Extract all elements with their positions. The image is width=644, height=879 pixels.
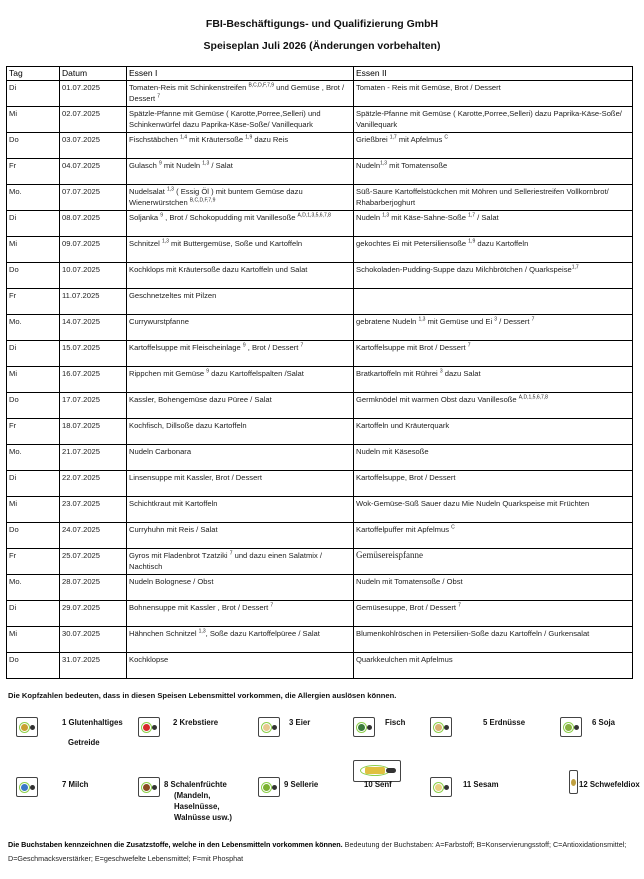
- date-cell: 01.07.2025: [60, 81, 127, 107]
- day-cell: Mi: [7, 237, 60, 263]
- table-row: [7, 601, 633, 627]
- allergen-label: 2 Krebstiere: [173, 718, 219, 727]
- date-cell: 30.07.2025: [60, 627, 127, 653]
- meal-2-cell: Kartoffeln und Kräuterquark: [354, 419, 633, 445]
- allergen-label: 1 Glutenhaltiges: [62, 718, 123, 727]
- crab-icon: [138, 717, 160, 737]
- date-cell: 17.07.2025: [60, 393, 127, 419]
- allergen-label: 3 Eier: [289, 718, 311, 727]
- table-row: [7, 393, 633, 419]
- day-cell: Di: [7, 211, 60, 237]
- mustard-icon: [353, 760, 401, 782]
- day-cell: Mi: [7, 627, 60, 653]
- meal-2-cell: gekochtes Ei mit Petersiliensoße $^{1,9}$ dazu Kartoffeln: [354, 237, 633, 263]
- table-row: [7, 237, 633, 263]
- meal-2-cell: Bratkartoffeln mit Rührei $^3$ dazu Salat: [354, 367, 633, 393]
- meal-2-cell: Nudeln mit Tomatensoße / Obst: [354, 575, 633, 601]
- meal-2-cell: [354, 289, 633, 315]
- day-cell: Do: [7, 523, 60, 549]
- meal-1-cell: Kartoffelsuppe mit Fleischeinlage $^9$ , Brot / Dessert $^7$: [127, 341, 354, 367]
- date-cell: 21.07.2025: [60, 445, 127, 471]
- table-row: [7, 497, 633, 523]
- table-row: [7, 445, 633, 471]
- day-cell: Di: [7, 601, 60, 627]
- table-row: [7, 289, 633, 315]
- meal-1-cell: Fischstäbchen $^{1,4}$ mit Kräutersoße $^{1,9}$ dazu Reis: [127, 133, 354, 159]
- day-cell: Do: [7, 133, 60, 159]
- table-row: [7, 653, 633, 679]
- table-row: [7, 523, 633, 549]
- table-row: [7, 627, 633, 653]
- day-cell: Mo.: [7, 575, 60, 601]
- additive-note-bold: Die Buchstaben kennzeichnen die Zusatzstoffe, welche in den Lebensmitteln vorkommen können.: [8, 840, 343, 849]
- allergen-label-detail: (Mandeln,: [174, 791, 211, 800]
- day-cell: Do: [7, 653, 60, 679]
- meal-1-cell: Kassler, Bohengemüse dazu Püree / Salat: [127, 393, 354, 419]
- meal-1-cell: Schnitzel $^{1,3}$ mit Buttergemüse, Soße und Kartoffeln: [127, 237, 354, 263]
- date-cell: 11.07.2025: [60, 289, 127, 315]
- meal-1-cell: Rippchen mit Gemüse $^9$ dazu Kartoffelspalten /Salat: [127, 367, 354, 393]
- table-row: [7, 575, 633, 601]
- meal-1-cell: Curryhuhn mit Reis / Salat: [127, 523, 354, 549]
- allergen-label: 6 Soja: [592, 718, 615, 727]
- additive-note-rest: Bedeutung der Buchstaben: A=Farbstoff; B=Konservierungsstoff; C=Antioxidationsmittel; D=Geschmacksverstärker; E=geschwefelte Lebensmittel; F=mit Phosphat: [8, 840, 627, 863]
- column-header-datum: Datum: [60, 67, 127, 81]
- table-row: [7, 185, 633, 211]
- allergen-label: 10 Senf: [364, 780, 392, 789]
- grain-icon: [16, 717, 38, 737]
- sesame-icon: [430, 777, 452, 797]
- day-cell: Fr: [7, 419, 60, 445]
- meal-2-cell: Quarkkeulchen mit Apfelmus: [354, 653, 633, 679]
- meal-1-cell: Kochklopse: [127, 653, 354, 679]
- meal-2-cell: Grießbrei $^{1,7}$ mit Apfelmus $^C$: [354, 133, 633, 159]
- celery-icon: [258, 777, 280, 797]
- date-cell: 09.07.2025: [60, 237, 127, 263]
- allergen-label-detail: Getreide: [68, 738, 100, 747]
- meal-1-cell: Schichtkraut mit Kartoffeln: [127, 497, 354, 523]
- milk-icon: [16, 777, 38, 797]
- date-cell: 16.07.2025: [60, 367, 127, 393]
- menu-table-body: [7, 81, 633, 679]
- column-header-essen-1: Essen I: [127, 67, 354, 81]
- table-row: [7, 315, 633, 341]
- table-row: [7, 107, 633, 133]
- meal-2-cell: Blumenkohlröschen in Petersilien-Soße dazu Kartoffeln / Gurkensalat: [354, 627, 633, 653]
- meal-2-cell: Kartoffelsuppe mit Brot / Dessert $^7$: [354, 341, 633, 367]
- date-cell: 02.07.2025: [60, 107, 127, 133]
- nut-icon: [138, 777, 160, 797]
- table-row: [7, 419, 633, 445]
- meal-2-cell: Tomaten - Reis mit Gemüse, Brot / Dessert: [354, 81, 633, 107]
- day-cell: Mi: [7, 497, 60, 523]
- meal-2-cell: Germknödel mit warmen Obst dazu Vanillesoße $^{A,D,1,5,6,7,8}$: [354, 393, 633, 419]
- table-row: [7, 159, 633, 185]
- meal-1-cell: Spätzle-Pfanne mit Gemüse ( Karotte,Porree,Sellerі) und Schinkenwürfel dazu Paprika-Käse-Soße/ Vanillequark: [127, 107, 354, 133]
- soy-icon: [560, 717, 582, 737]
- table-row: [7, 133, 633, 159]
- date-cell: 29.07.2025: [60, 601, 127, 627]
- meal-1-cell: Gyros mit Fladenbrot Tzatziki $^7$ und dazu einen Salatmix / Nachtisch: [127, 549, 354, 575]
- meal-1-cell: Currywurstpfanne: [127, 315, 354, 341]
- day-cell: Do: [7, 263, 60, 289]
- column-header-tag: Tag: [7, 67, 60, 81]
- date-cell: 22.07.2025: [60, 471, 127, 497]
- meal-2-cell: Nudeln$^{1,3}$ mit Tomatensoße: [354, 159, 633, 185]
- allergen-note: Die Kopfzahlen bedeuten, dass in diesen Speisen Lebensmittel vorkommen, die Allergien auslösen können.: [8, 691, 397, 700]
- date-cell: 10.07.2025: [60, 263, 127, 289]
- meal-1-cell: Hähnchen Schnitzel $^{1,3}$, Soße dazu Kartoffelpüree / Salat: [127, 627, 354, 653]
- fish-icon: [353, 717, 375, 737]
- meal-2-cell: Spätzle-Pfanne mit Gemüse ( Karotte,Porree,Selleri) dazu Paprika-Käse-Soße/ Vanillequark: [354, 107, 633, 133]
- meal-2-cell: Süß-Saure Kartoffelstückchen mit Möhren und Selleriestreifen Vollkornbrot/ Rhabarberjoghurt: [354, 185, 633, 211]
- company-title: FBI-Beschäftigungs- und Qualifizierung GmbH: [205, 18, 439, 30]
- allergen-label: Fisch: [385, 718, 406, 727]
- day-cell: Di: [7, 341, 60, 367]
- meal-2-cell: Kartoffelsuppe, Brot / Dessert: [354, 471, 633, 497]
- meal-2-cell: Gemüsesuppe, Brot / Dessert $^7$: [354, 601, 633, 627]
- menu-plan-title: Speiseplan Juli 2026 (Änderungen vorbehalten): [203, 40, 441, 52]
- allergen-label-detail: Haselnüsse,: [174, 802, 220, 811]
- date-cell: 03.07.2025: [60, 133, 127, 159]
- date-cell: 25.07.2025: [60, 549, 127, 575]
- sulfite-icon: [569, 770, 578, 794]
- menu-table: [6, 66, 633, 679]
- day-cell: Di: [7, 81, 60, 107]
- allergen-label: 9 Sellerie: [284, 780, 319, 789]
- meal-1-cell: Nudeln Bolognese / Obst: [127, 575, 354, 601]
- allergen-label: 5 Erdnüsse: [483, 718, 526, 727]
- day-cell: Mi: [7, 367, 60, 393]
- meal-2-cell: Kartoffelpuffer mit Apfelmus $^C$: [354, 523, 633, 549]
- allergen-label: 12 Schwefeldiox: [579, 780, 640, 789]
- egg-icon: [258, 717, 280, 737]
- meal-1-cell: Kochfisch, Dillsoße dazu Kartoffeln: [127, 419, 354, 445]
- meal-1-cell: Nudeln Carbonara: [127, 445, 354, 471]
- date-cell: 18.07.2025: [60, 419, 127, 445]
- date-cell: 08.07.2025: [60, 211, 127, 237]
- additive-note: [8, 838, 634, 866]
- day-cell: Mo.: [7, 315, 60, 341]
- table-row: [7, 263, 633, 289]
- date-cell: 07.07.2025: [60, 185, 127, 211]
- day-cell: Di: [7, 471, 60, 497]
- day-cell: Mi: [7, 107, 60, 133]
- meal-1-cell: Soljanka $^9$ , Brot / Schokopudding mit Vanillesoße $^{A,D,1,3,5,6,7,8}$: [127, 211, 354, 237]
- day-cell: Do: [7, 393, 60, 419]
- meal-1-cell: Geschnetzeltes mit Pilzen: [127, 289, 354, 315]
- date-cell: 04.07.2025: [60, 159, 127, 185]
- meal-1-cell: Linsensuppe mit Kassler, Brot / Dessert: [127, 471, 354, 497]
- allergen-label: 7 Milch: [62, 780, 89, 789]
- date-cell: 24.07.2025: [60, 523, 127, 549]
- allergen-label-detail: Walnüsse usw.): [174, 813, 232, 822]
- meal-1-cell: Gulasch $^9$ mit Nudeln $^{1,3}$ / Salat: [127, 159, 354, 185]
- table-row: [7, 471, 633, 497]
- table-row: [7, 211, 633, 237]
- table-row: [7, 367, 633, 393]
- meal-1-cell: Bohnensuppe mit Kassler , Brot / Dessert $^7$: [127, 601, 354, 627]
- meal-1-cell: Kochklops mit Kräutersoße dazu Kartoffeln und Salat: [127, 263, 354, 289]
- day-cell: Mo.: [7, 185, 60, 211]
- day-cell: Mo.: [7, 445, 60, 471]
- table-row: [7, 341, 633, 367]
- date-cell: 31.07.2025: [60, 653, 127, 679]
- meal-2-cell: Wok-Gemüse-Süß Sauer dazu Mie Nudeln Quarkspeise mit Früchten: [354, 497, 633, 523]
- meal-2-cell: Nudeln mit Käsesoße: [354, 445, 633, 471]
- date-cell: 28.07.2025: [60, 575, 127, 601]
- table-header-row: [7, 67, 633, 81]
- column-header-essen-2: Essen II: [354, 67, 633, 81]
- day-cell: Fr: [7, 289, 60, 315]
- day-cell: Fr: [7, 159, 60, 185]
- table-row: [7, 81, 633, 107]
- meal-2-cell: Nudeln $^{1,3}$ mit Käse-Sahne-Soße $^{1,7}$ / Salat: [354, 211, 633, 237]
- table-row: [7, 549, 633, 575]
- date-cell: 14.07.2025: [60, 315, 127, 341]
- allergen-label: 11 Sesam: [463, 780, 499, 789]
- allergen-label: 8 Schalenfrüchte: [164, 780, 227, 789]
- meal-1-cell: Tomaten-Reis mit Schinkenstreifen $^{B,C,D,F,7,9}$ und Gemüse , Brot / Dessert $^7$: [127, 81, 354, 107]
- date-cell: 23.07.2025: [60, 497, 127, 523]
- meal-1-cell: Nudelsalat $^{1,3}$ ( Essig Öl ) mit buntem Gemüse dazu Wienerwürstchen $^{B,C,D,F,7,9}$: [127, 185, 354, 211]
- day-cell: Fr: [7, 549, 60, 575]
- peanut-icon: [430, 717, 452, 737]
- meal-2-cell: Schokoladen-Pudding-Suppe dazu Milchbrötchen / Quarkspeise$^{1,7}$: [354, 263, 633, 289]
- meal-2-cell: gebratene Nudeln $^{1,3}$ mit Gemüse und Ei $^3$ / Dessert $^7$: [354, 315, 633, 341]
- meal-2-cell: Gemüsereispfanne: [354, 549, 633, 575]
- date-cell: 15.07.2025: [60, 341, 127, 367]
